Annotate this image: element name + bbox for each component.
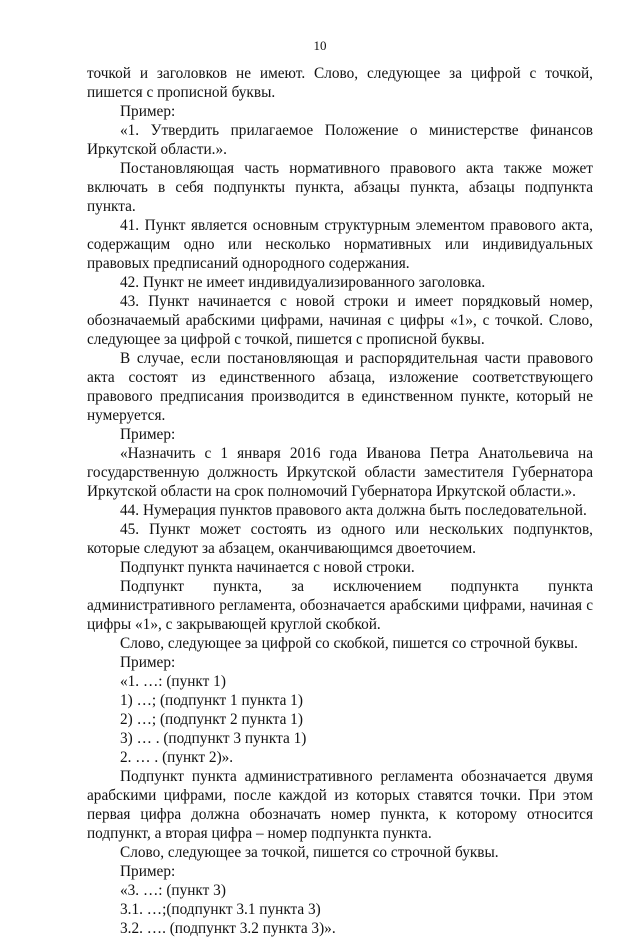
example-line: «3. …: (пункт 3) [120,882,226,899]
paragraph: Подпункт пункта административного регламента обозначается двумя арабскими цифрами, после каждой из которых ставятся точки. При этом первая цифра должна обозначать номер пункта, к которому относится подпункт, а вторая цифра – номер подпункта пункта. [87,768,593,842]
paragraph: точкой и заголовков не имеют. Слово, следующее за цифрой с точкой, пишется с прописной буквы. [87,65,593,101]
paragraph: Слово, следующее за цифрой со скобкой, пишется со строчной буквы. [120,635,578,652]
paragraph: Подпункт пункта начинается с новой строки. [120,559,415,576]
example-label: Пример: [120,426,176,443]
example-label: Пример: [120,654,176,671]
paragraph: Постановляющая часть нормативного правового акта также может включать в себя подпункты пункта, абзацы пункта, абзацы подпункта пункта. [87,160,593,215]
example-line: «1. …: (пункт 1) [120,673,226,690]
example-label: Пример: [120,103,176,120]
clause-41: 41. Пункт является основным структурным элементом правового акта, содержащим одно или несколько нормативных или индивидуальных правовых предписаний однородного содержания. [87,217,593,272]
example-line: 3.1. …;(подпункт 3.1 пункта 3) [120,901,321,918]
page-number: 10 [313,38,327,53]
paragraph: В случае, если постановляющая и распорядительная части правового акта состоят из единственного абзаца, изложение соответствующего правового предписания производится в единственном пункте, который не нумеруется. [87,350,593,424]
example-line: 1) …; (подпункт 1 пункта 1) [120,692,303,709]
clause-44: 44. Нумерация пунктов правового акта должна быть последовательной. [120,502,587,519]
example-line: 2) …; (подпункт 2 пункта 1) [120,711,303,728]
example-text: «1. Утвердить прилагаемое Положение о министерстве финансов Иркутской области.». [87,122,593,158]
document-body [87,64,593,938]
clause-43: 43. Пункт начинается с новой строки и имеет порядковый номер, обозначаемый арабскими цифрами, начиная с цифры «1», с точкой. Слово, следующее за цифрой с точкой, пишется с прописной буквы. [87,293,593,348]
example-line: 3.2. …. (подпункт 3.2 пункта 3)». [120,920,336,937]
clause-42: 42. Пункт не имеет индивидуализированного заголовка. [120,274,486,291]
example-line: 3) … . (подпункт 3 пункта 1) [120,730,307,747]
clause-45: 45. Пункт может состоять из одного или нескольких подпунктов, которые следуют за абзацем, оканчивающимся двоеточием. [87,521,593,557]
paragraph: Слово, следующее за точкой, пишется со строчной буквы. [120,844,499,861]
example-line: 2. … . (пункт 2)». [120,749,234,766]
example-label: Пример: [120,863,176,880]
paragraph: Подпункт пункта, за исключением подпункта пункта административного регламента, обозначается арабскими цифрами, начиная с цифры «1», с закрывающей круглой скобкой. [87,578,593,633]
example-text: «Назначить с 1 января 2016 года Иванова Петра Анатольевича на государственную должность Иркутской области заместителя Губернатора Иркутской области на срок полномочий Губернатора Иркутской области.». [87,445,593,500]
